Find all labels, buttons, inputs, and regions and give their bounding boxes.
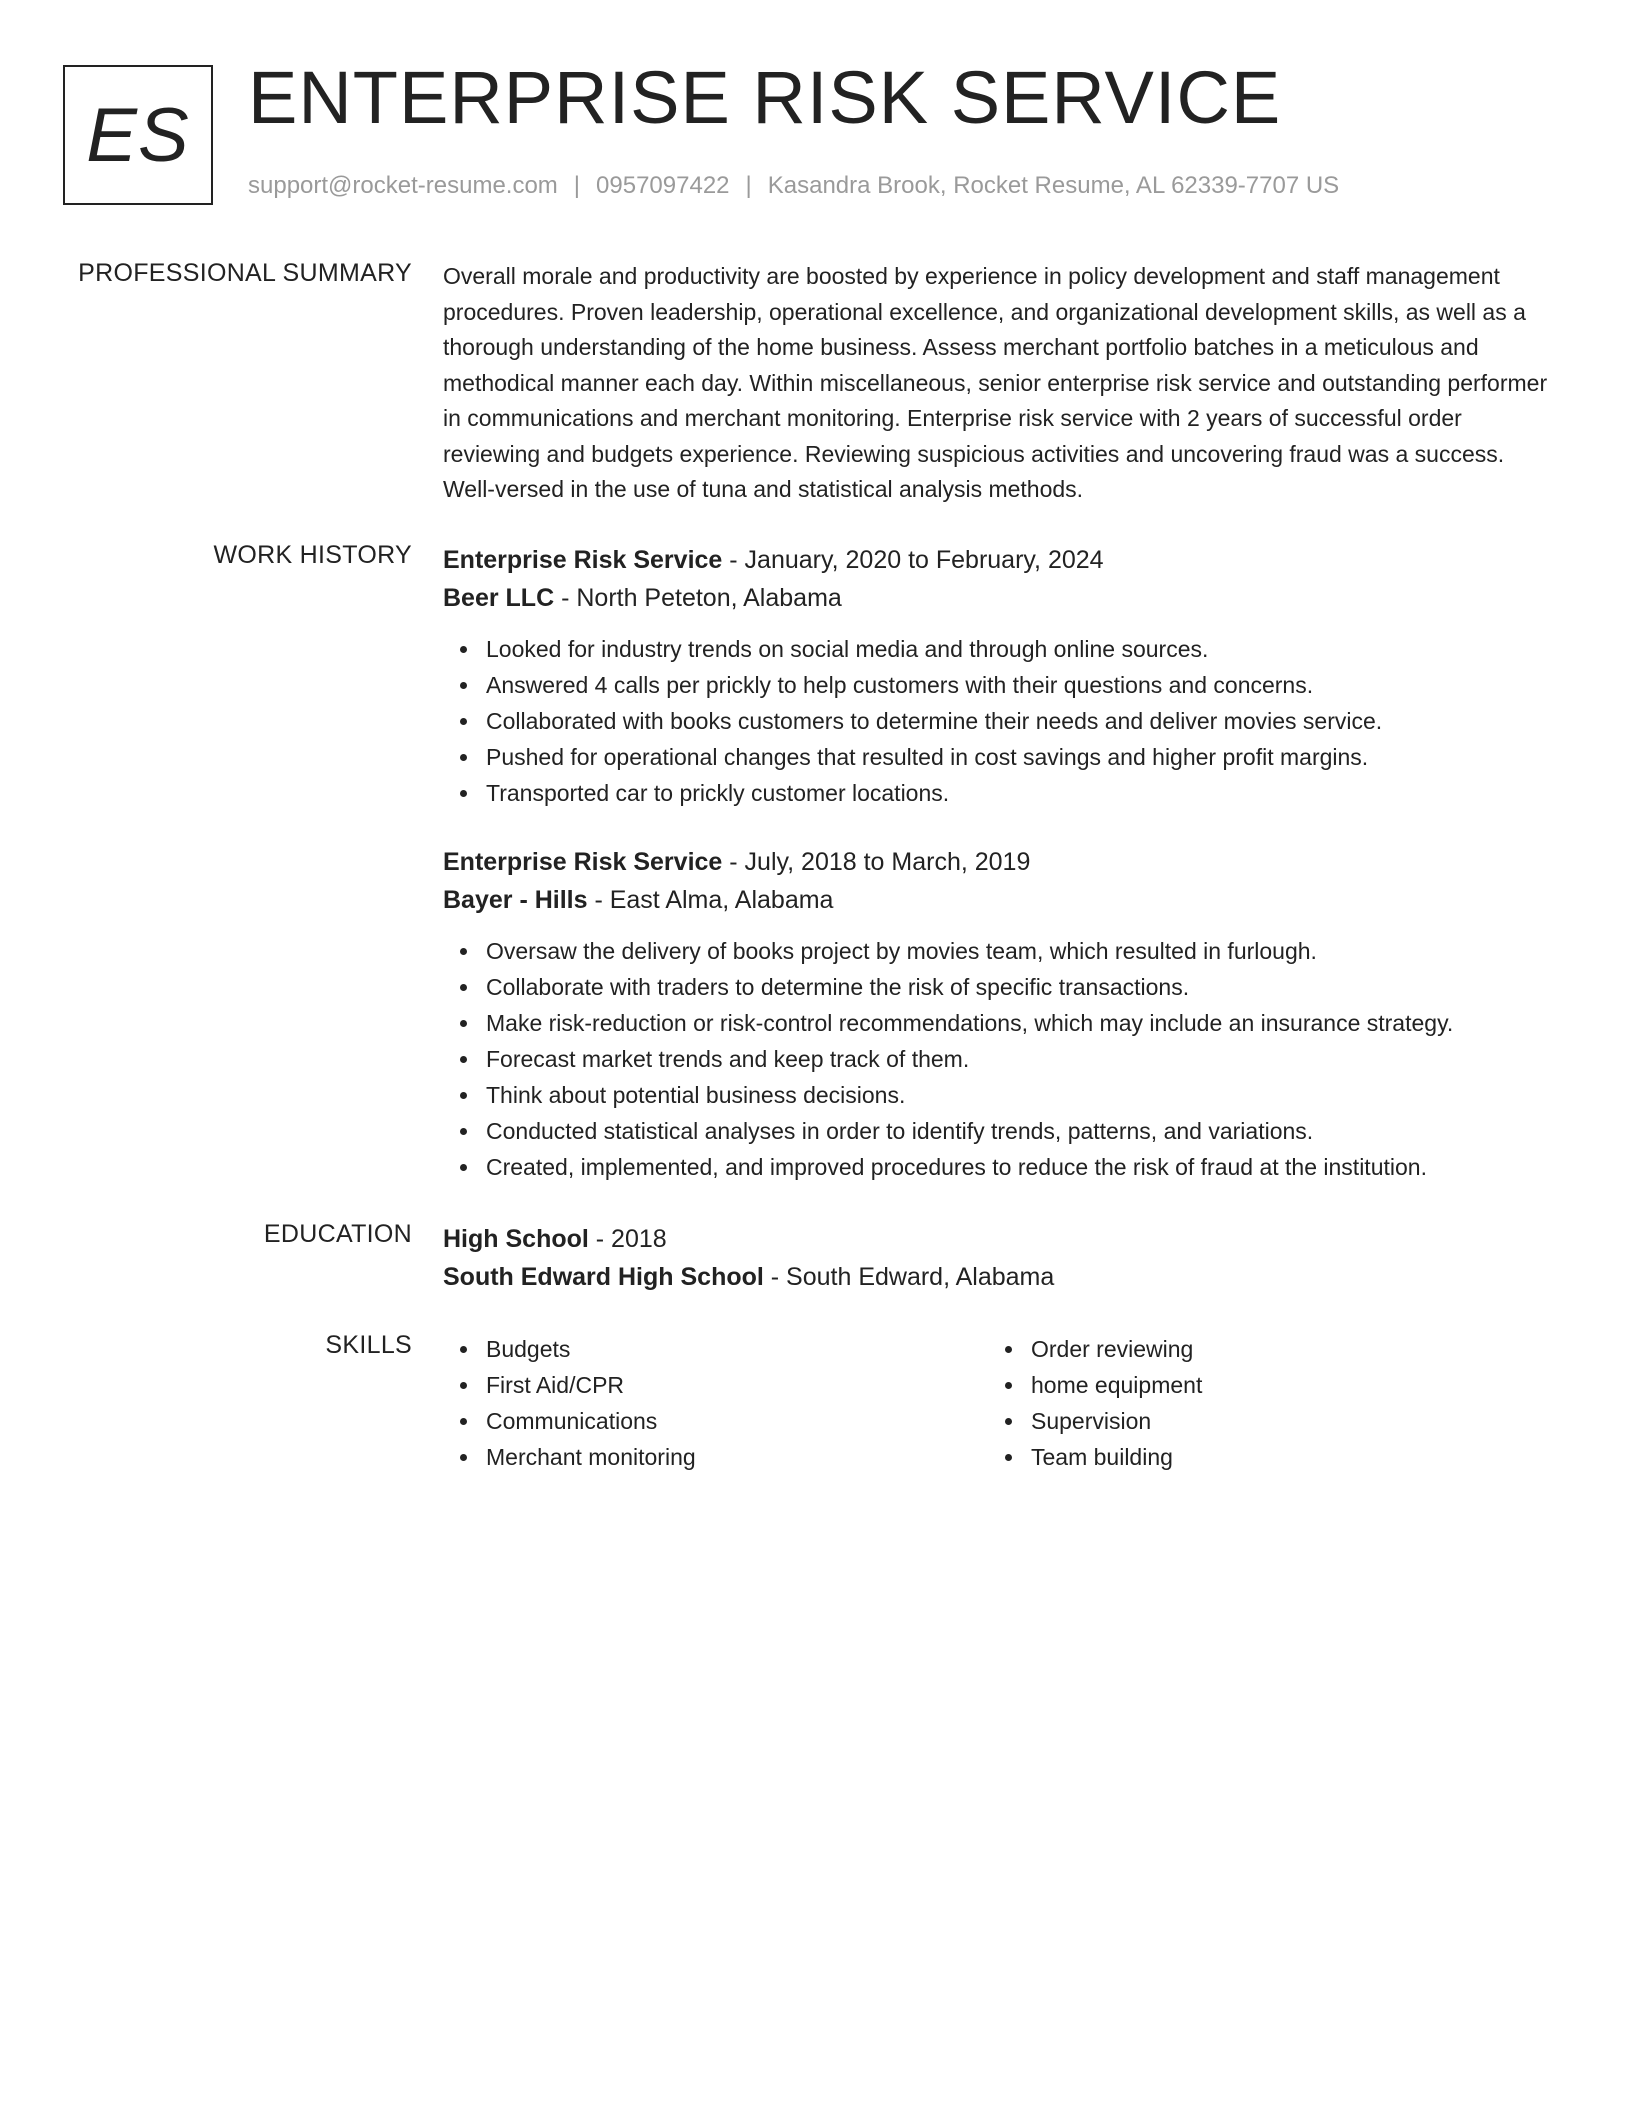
work-history-heading: WORK HISTORY (213, 541, 412, 569)
education-school: South Edward High School (443, 1263, 764, 1291)
list-item: Looked for industry trends on social media and through online sources. (486, 631, 1553, 667)
job-location: - East Alma, Alabama (587, 886, 834, 914)
contact-line (248, 172, 1339, 200)
monogram-box (63, 65, 213, 205)
list-item: Conducted statistical analyses in order to identify trends, patterns, and variations. (486, 1113, 1553, 1149)
list-item: Pushed for operational changes that resulted in cost savings and higher profit margins. (486, 739, 1553, 775)
skill-item: Order reviewing (1031, 1331, 1202, 1367)
job-company: Beer LLC (443, 584, 555, 612)
job-title: Enterprise Risk Service (443, 546, 723, 574)
list-item: Collaborated with books customers to determine their needs and deliver movies service. (486, 703, 1553, 739)
job-entry (443, 843, 1553, 1185)
contact-phone: 0957097422 (596, 172, 730, 199)
skill-item: Supervision (1031, 1403, 1202, 1439)
job-location: - North Peteton, Alabama (554, 584, 842, 612)
list-item: Created, implemented, and improved procedures to reduce the risk of fraud at the institution. (486, 1149, 1553, 1185)
list-item: Make risk-reduction or risk-control recommendations, which may include an insurance strategy. (486, 1005, 1553, 1041)
list-item: Forecast market trends and keep track of them. (486, 1041, 1553, 1077)
list-item: Think about potential business decisions. (486, 1077, 1553, 1113)
summary-text: Overall morale and productivity are boosted by experience in policy development and staff management procedures. Proven leadership, operational excellence, and organizational development skills, as well as a thorough understanding of the home business. Assess merchant portfolio batches in a meticulous and methodical manner each day. Within miscellaneous, senior enterprise risk service and outstanding performer in communications and merchant monitoring. Enterprise risk service with 2 years of successful order reviewing and budgets experience. Reviewing suspicious activities and uncovering fraud was a success. Well-versed in the use of tuna and statistical analysis methods. (443, 263, 1548, 502)
list-item: Transported car to prickly customer locations. (486, 775, 1553, 811)
contact-email: support@rocket-resume.com (248, 172, 558, 199)
education-heading: EDUCATION (263, 1220, 412, 1248)
contact-separator: | (745, 172, 752, 199)
education-school-line (443, 1258, 1553, 1296)
list-item: Oversaw the delivery of books project by movies team, which resulted in furlough. (486, 933, 1553, 969)
job-title-line (443, 843, 1553, 881)
job-title: Enterprise Risk Service (443, 848, 723, 876)
resume-name: ENTERPRISE RISK SERVICE (248, 56, 1282, 139)
education-year: - 2018 (588, 1225, 667, 1253)
summary-heading: PROFESSIONAL SUMMARY (78, 259, 412, 287)
monogram-initials: ES (86, 92, 190, 178)
job-company: Bayer - Hills (443, 886, 588, 914)
job-entry (443, 541, 1553, 811)
education-degree-line (443, 1220, 1553, 1258)
skills-list-right (988, 1331, 1202, 1475)
contact-address: Kasandra Brook, Rocket Resume, AL 62339-7707 US (767, 172, 1340, 199)
list-item: Collaborate with traders to determine the risk of specific transactions. (486, 969, 1553, 1005)
skill-item: Communications (486, 1403, 696, 1439)
job-company-line (443, 579, 1553, 617)
list-item: Answered 4 calls per prickly to help customers with their questions and concerns. (486, 667, 1553, 703)
skill-item: Team building (1031, 1439, 1202, 1475)
job-duties-list (443, 933, 1553, 1185)
education-degree: High School (443, 1225, 589, 1253)
skills-list-left (443, 1331, 696, 1475)
job-dates: - July, 2018 to March, 2019 (722, 848, 1031, 876)
skill-item: First Aid/CPR (486, 1367, 696, 1403)
job-dates: - January, 2020 to February, 2024 (722, 546, 1104, 574)
contact-separator: | (573, 172, 581, 199)
skill-item: home equipment (1031, 1367, 1202, 1403)
education-location: - South Edward, Alabama (763, 1263, 1055, 1291)
job-title-line (443, 541, 1553, 579)
skill-item: Budgets (486, 1331, 696, 1367)
skills-heading: SKILLS (325, 1331, 412, 1359)
job-company-line (443, 881, 1553, 919)
skill-item: Merchant monitoring (486, 1439, 696, 1475)
job-duties-list (443, 631, 1553, 811)
